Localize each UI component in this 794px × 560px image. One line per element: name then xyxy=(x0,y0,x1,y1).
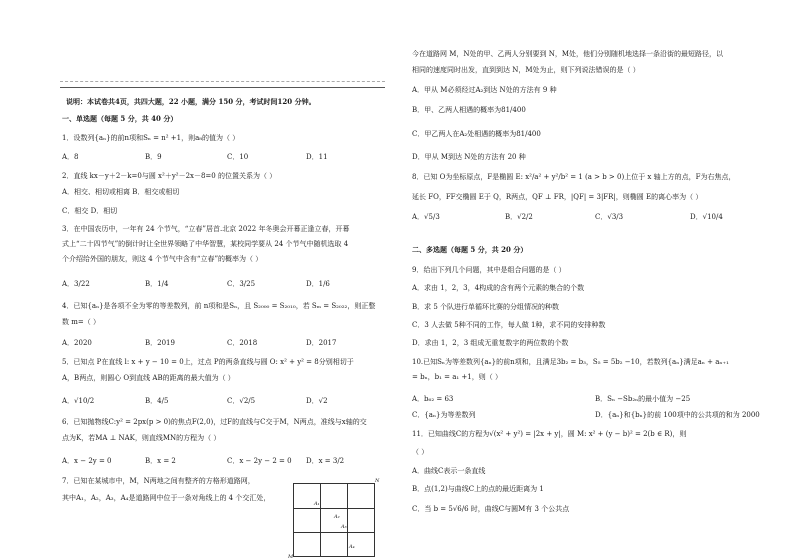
grid-label-a1: A₁ xyxy=(314,501,320,507)
q10-option-c: C．{aₙ}为等差数列 xyxy=(412,411,476,419)
q1-option-b: B．9 xyxy=(145,153,162,161)
q4-option-b: B．2019 xyxy=(145,339,175,347)
q8-option-d: D．√10/4 xyxy=(690,213,723,221)
q10-option-a: A．b₆₂ = 63 xyxy=(412,395,454,403)
q5-option-d: D．√2 xyxy=(306,397,328,405)
question-6-line-1: 6．已知抛物线C:y² = 2px(p > 0)的焦点F(2,0)，过F的直线与C交于M，N两点，准线与x轴的交 xyxy=(62,418,367,426)
q1-option-a: A．8 xyxy=(62,153,79,161)
q1-option-c: C．10 xyxy=(227,153,249,161)
q5-option-b: B．4/5 xyxy=(145,397,169,405)
q10-option-d: D．{aₙ}和{bₙ}的前 100项中的公共项的和为 2000 xyxy=(595,411,760,419)
q4-option-d: D．2017 xyxy=(306,339,337,347)
grid-label-a3: A₃ xyxy=(341,524,347,530)
question-6-line-2: 点为K，若MA ⊥ NAK，则直线MN的方程为（ ） xyxy=(62,434,221,442)
q2-options-cd: C．相交 D．相切 xyxy=(62,207,118,215)
q6-option-c: C．x − 2y − 2 = 0 xyxy=(227,457,292,465)
q11-option-b: B．点(1,2)与曲线C上的点的最近距离为 1 xyxy=(412,485,544,493)
q1-option-d: D．11 xyxy=(306,153,328,161)
grid-vline-1 xyxy=(320,484,321,556)
q10-option-b: B．Sₙ −Sb₂ₙ的最小值为 −25 xyxy=(595,395,691,403)
question-7-line-4: 相同的速度同时出发，直到到达 N，M处为止，则下列说法错误的是（ ） xyxy=(412,66,640,74)
q3-option-d: D．1/6 xyxy=(306,280,330,288)
q7-option-a: A．甲从 M必须经过A₂到达 N处的方法有 9 种 xyxy=(412,86,557,94)
q4-option-c: C．2018 xyxy=(227,339,258,347)
question-10-line-1: 10.已知Sₙ为等差数列{aₙ}的前n项和，且满足3b₂ = b₃，S₅ = 5b₂ −10，若数列{aₙ}满足aₙ + aₙ₊₁ xyxy=(412,358,729,366)
question-8-line-2: 延长 FO，FF交椭圆 E于 Q，R两点，QF ⊥ FR，|QF| = 3|FR|，则椭圆 E的离心率为（ ） xyxy=(412,193,703,201)
question-7-line-1: 7．已知在某城市中，M，N两地之间有整齐的方格形道路网， xyxy=(62,477,255,485)
exam-notes: 说明：本试卷共4页，共四大题，22 小题，满分 150 分，考试时间120 分钟。 xyxy=(66,97,316,106)
q6-option-a: A．x − 2y = 0 xyxy=(62,457,112,465)
q5-option-a: A．√10/2 xyxy=(62,397,95,405)
question-5-line-1: 5．已知点 P在直线 l: x + y − 10 = 0上，过点 P的两条直线与圆 O: x² + y² = 8分别相切于 xyxy=(62,358,354,366)
question-4-line-1: 4．已知{aₙ}是各项不全为零的等差数列，前 n项和是Sₙ，且 S₂₀₀₀ = S₂₀₁₀，若 Sₘ = S₂₀₂₂，则正整 xyxy=(62,302,376,310)
q7-option-d: D．甲从 M到达 N处的方法有 20 种 xyxy=(412,153,526,161)
binding-line-top xyxy=(60,81,385,82)
grid-label-m: M xyxy=(288,554,294,560)
binding-line xyxy=(60,87,385,88)
section-single-choice: 一、单选题（每题 5 分，共 40 分） xyxy=(62,114,178,123)
q8-option-a: A．√5/3 xyxy=(412,213,440,221)
question-8-line-1: 8．已知 O为坐标原点，F是椭圆 E: x²/a² + y²/b² = 1 (a > b > 0)上位于 x 轴上方的点，F为右焦点， xyxy=(412,173,736,181)
q3-option-b: B．1/4 xyxy=(145,280,169,288)
q7-option-b: B．甲、乙两人相遇的概率为81/400 xyxy=(412,106,526,114)
q8-option-c: C．√3/3 xyxy=(595,213,624,221)
question-5-line-2: A，B两点，则圆心 O到直线 AB的距离的最大值为（ ） xyxy=(62,374,235,382)
grid-hline-1 xyxy=(294,508,374,509)
q9-option-d: D．求由 1，2，3 组成无重复数字的两位数的个数 xyxy=(412,339,569,347)
question-4-line-2: 数 m=（ ） xyxy=(62,318,100,326)
question-10-line-2: = bₙ，b₁ = a₁ +1，则（ ） xyxy=(412,373,502,381)
question-2: 2．直线 kx－y＋2－k=0与圆 x²＋y²－2x－8=0 的位置关系为（ ） xyxy=(62,172,277,180)
grid-label-a2: A₂ xyxy=(334,514,340,520)
question-3-line-1: 3．在中国农历中，一年有 24 个节气，“立春”居首.北京 2022 年冬奥会开幕正逢立春，开幕 xyxy=(62,225,350,233)
grid-label-n: N xyxy=(375,478,380,484)
q11-option-c: C．当 b = 5√6/6 时，曲线C与圆M有 3 个公共点 xyxy=(412,505,570,513)
q4-option-a: A．2020 xyxy=(62,339,92,347)
road-grid-figure xyxy=(288,478,380,560)
q6-option-d: D．x = 3/2 xyxy=(306,457,345,465)
question-11-paren: （ ） xyxy=(412,448,429,456)
grid-label-a4: A₄ xyxy=(349,544,355,550)
question-7-line-3: 今在道路网 M，N处的甲、乙两人分别要到 N，M处，他们分别随机地选择一条沿街的最短路径，以 xyxy=(412,50,724,58)
q5-option-c: C．√2/5 xyxy=(227,397,256,405)
question-1: 1．设数列{aₙ}的前n项和Sₙ = n² +1，则a₈的值为（ ） xyxy=(62,134,240,142)
q3-option-c: C．3/25 xyxy=(227,280,256,288)
q6-option-b: B．x = 2 xyxy=(145,457,176,465)
q9-option-c: C．3 人去做 5种不同的工作，每人做 1种，求不同的安排种数 xyxy=(412,321,606,329)
grid-hline-2 xyxy=(294,532,374,533)
question-9: 9．给出下列几个问题，其中是组合问题的是（ ） xyxy=(412,266,566,274)
q9-option-b: B．求 5 个队进行单循环比赛的分组情况的种数 xyxy=(412,303,560,311)
question-11: 11．已知曲线C的方程为√(x² + y²) = |2x + y|，圆 M: x² + (y − b)² = 2(b ∈ R)，则 xyxy=(412,430,687,438)
q2-options-ab: A．相交、相切或相离 B．相交或相切 xyxy=(62,188,180,196)
q11-option-a: A．曲线C表示一条直线 xyxy=(412,467,486,475)
question-7-line-2: 其中A₁，A₂，A₃，A₄是道路网中位于一条对角线上的 4 个交汇处， xyxy=(62,494,271,502)
q8-option-b: B．√2/2 xyxy=(505,213,533,221)
grid-vline-2 xyxy=(347,484,348,556)
question-3-line-3: 个介绍给外国的朋友，则这 4 个节气中含有“立春”的概率为（ ） xyxy=(62,255,263,263)
section-multiple-choice: 二、多选题（每题 5 分，共 20 分） xyxy=(412,245,528,254)
question-3-line-2: 式上“二十四节气”的倒计时让全世界领略了中华智慧，某校同学要从 24 个节气中随机选取 4 xyxy=(62,240,349,248)
q7-option-c: C．甲乙两人在A₂处相遇的概率为81/400 xyxy=(412,130,541,138)
q3-option-a: A．3/22 xyxy=(62,280,90,288)
q9-option-a: A．求由 1，2，3，4构成的含有两个元素的集合的个数 xyxy=(412,284,585,292)
